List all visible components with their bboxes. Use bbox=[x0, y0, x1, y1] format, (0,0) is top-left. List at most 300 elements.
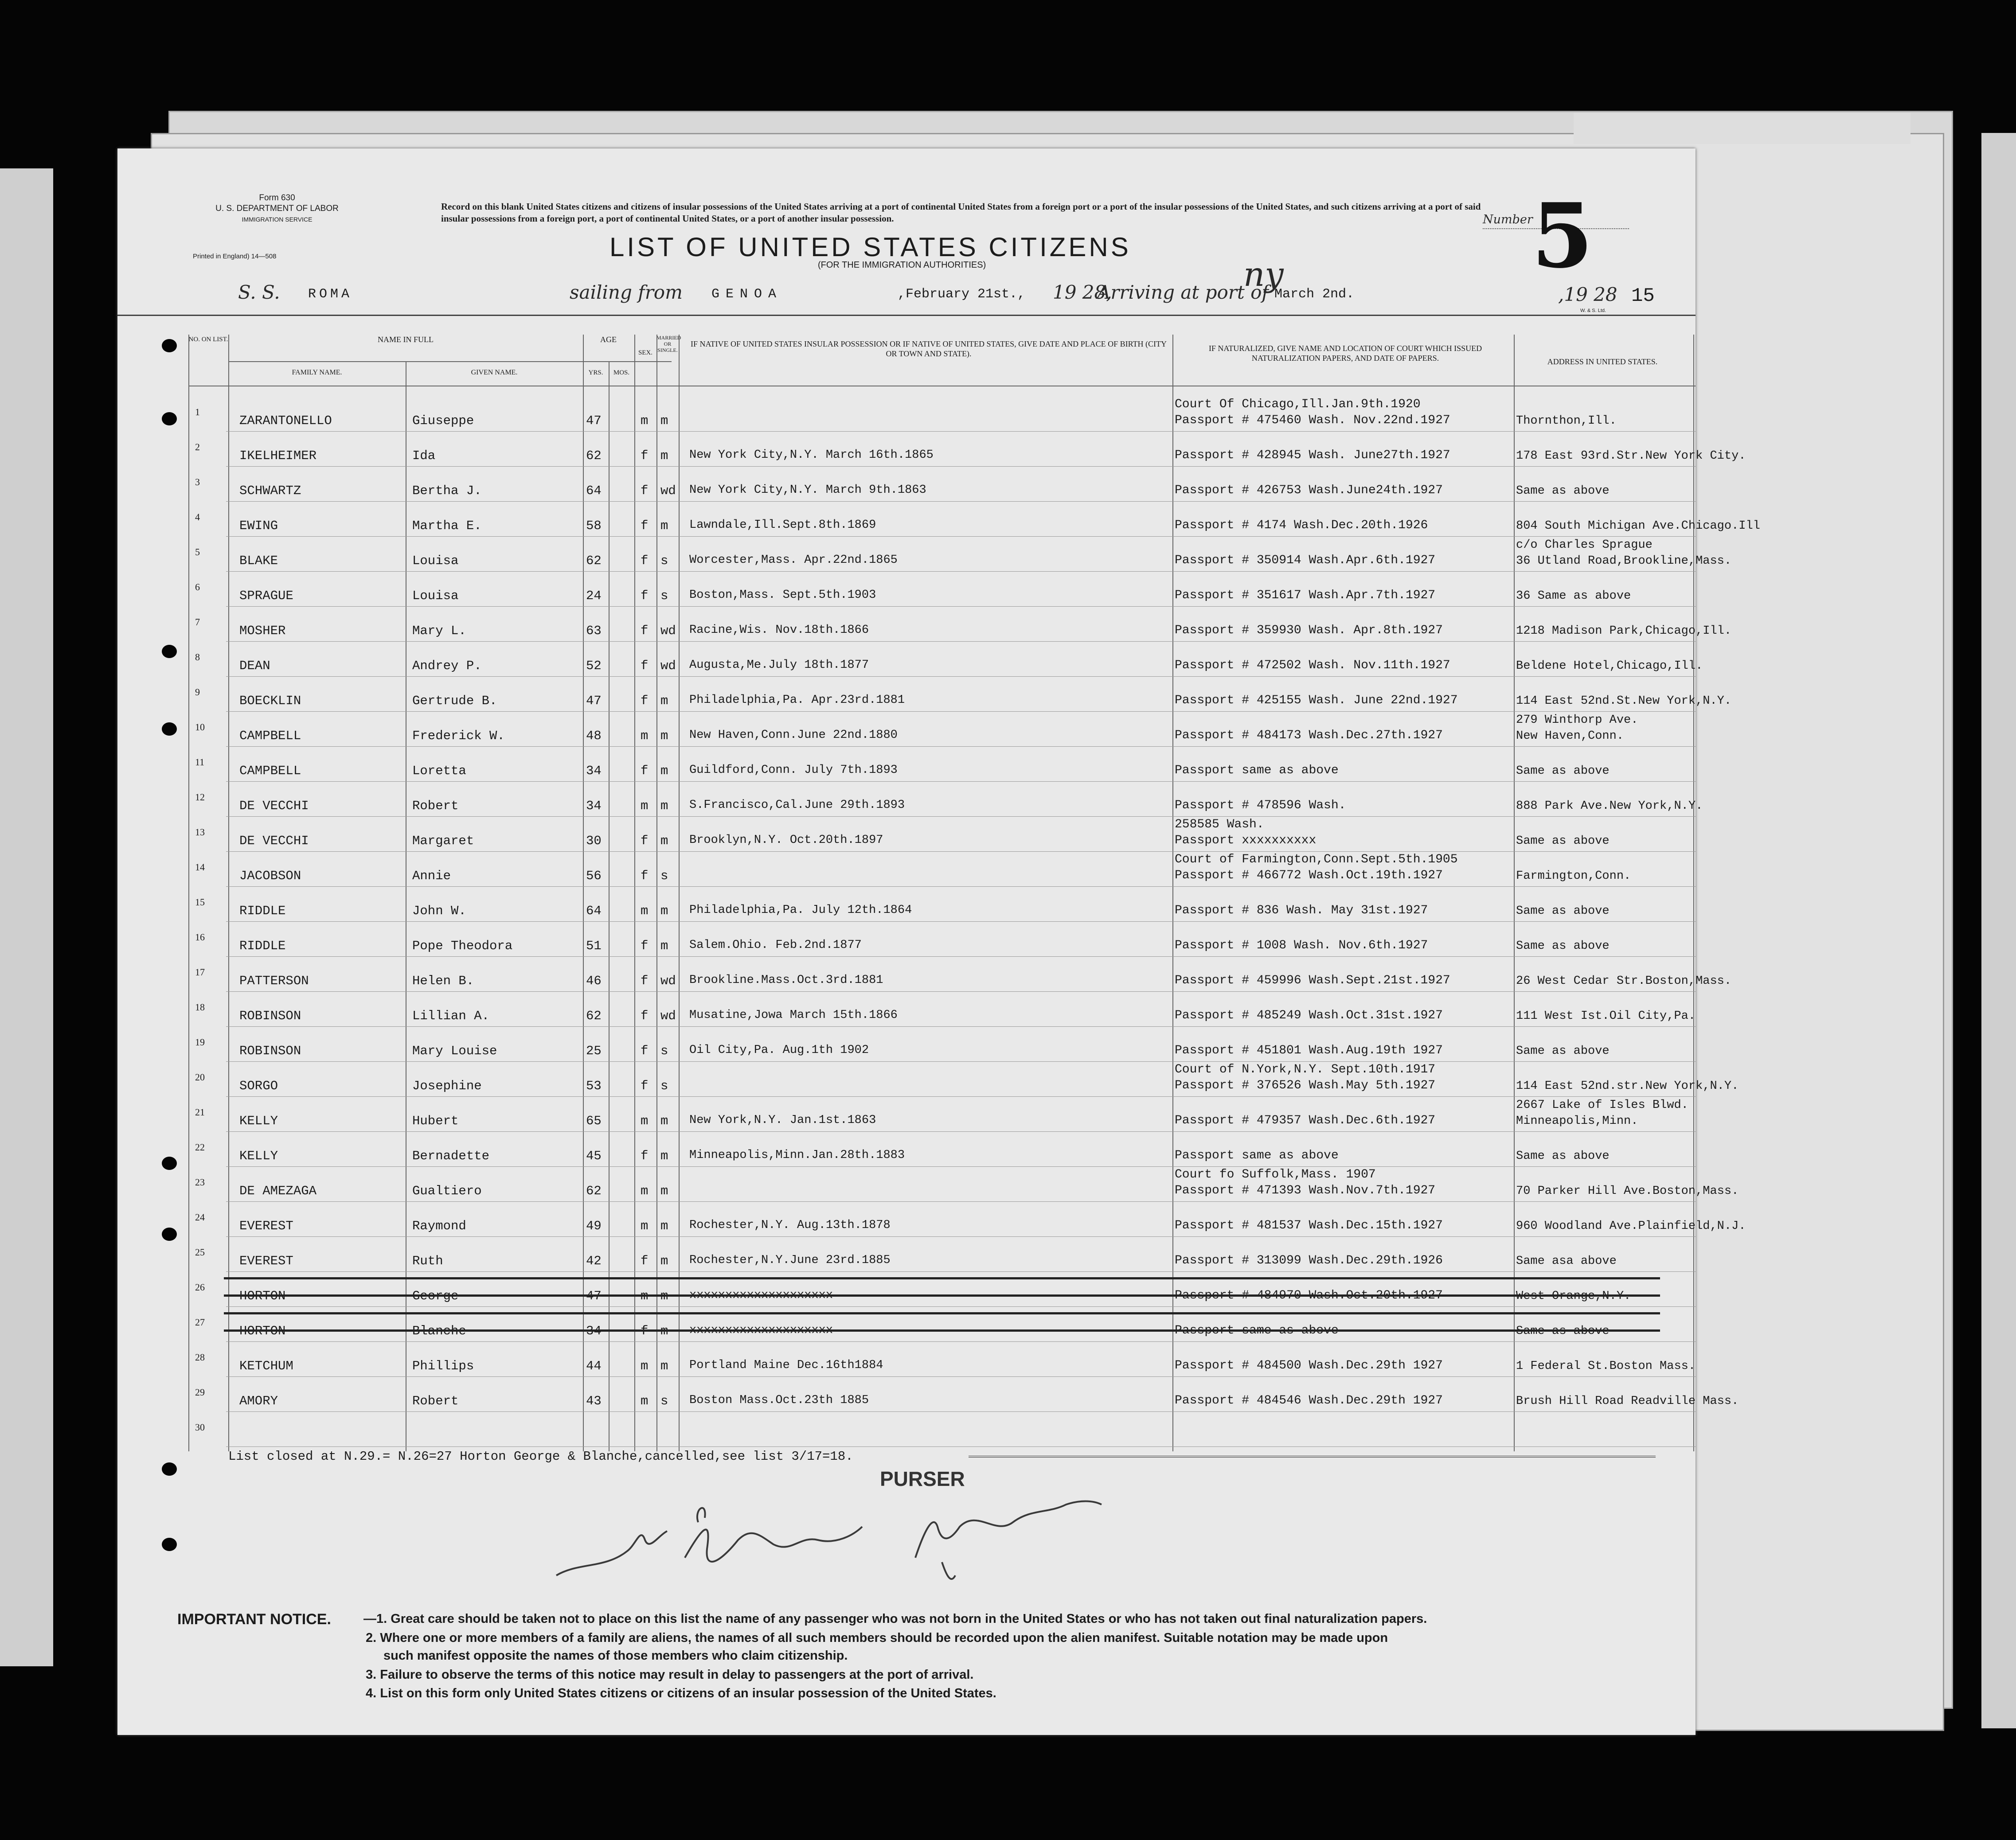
family-name: SPRAGUE bbox=[239, 589, 293, 603]
age-years: 49 bbox=[586, 1219, 602, 1233]
birth-place-date: New York City,N.Y. March 16th.1865 bbox=[689, 448, 934, 462]
sailing-date: ,February 21st., bbox=[898, 287, 1026, 302]
marital-status: s bbox=[660, 589, 668, 603]
cancellation-strike bbox=[224, 1312, 1660, 1332]
naturalization-passport: Passport # 481537 Wash.Dec.15th.1927 bbox=[1175, 1219, 1443, 1232]
naturalization-passport: Passport # 359930 Wash. Apr.8th.1927 bbox=[1175, 624, 1443, 637]
naturalization-passport: Passport # 426753 Wash.June24th.1927 bbox=[1175, 483, 1443, 497]
page-number: 15 bbox=[1631, 285, 1655, 307]
age-years: 63 bbox=[586, 624, 602, 638]
departure-port: GENOA bbox=[711, 287, 783, 302]
birth-place-date: Racine,Wis. Nov.18th.1866 bbox=[689, 624, 869, 637]
given-name: Pope Theodora bbox=[412, 939, 513, 953]
sex: f bbox=[641, 869, 649, 883]
sex: m bbox=[641, 1359, 649, 1373]
table-row bbox=[117, 642, 1703, 677]
table-row bbox=[117, 782, 1703, 817]
address: Same asa above bbox=[1516, 1255, 1617, 1268]
birth-place-date: Musatine,Jowa March 15th.1866 bbox=[689, 1009, 898, 1022]
birth-place-date: Oil City,Pa. Aug.1th 1902 bbox=[689, 1044, 869, 1057]
age-years: 34 bbox=[586, 764, 602, 778]
naturalization-passport: Passport # 484173 Wash.Dec.27th.1927 bbox=[1175, 729, 1443, 742]
birth-place-date: Brookline.Mass.Oct.3rd.1881 bbox=[689, 974, 883, 987]
address: Thornthon,Ill. bbox=[1516, 414, 1617, 428]
ship-name: ROMA bbox=[308, 287, 353, 302]
printer-code: W. & S. Ltd. bbox=[1580, 308, 1606, 313]
given-name: Blanche bbox=[412, 1324, 466, 1338]
age-years: 30 bbox=[586, 834, 602, 848]
row-number: 12 bbox=[195, 791, 205, 803]
row-number: 28 bbox=[195, 1352, 205, 1363]
notice-title: IMPORTANT NOTICE. bbox=[177, 1611, 331, 1628]
age-years: 51 bbox=[586, 939, 602, 953]
marital-status: m bbox=[660, 1324, 668, 1338]
table-row bbox=[117, 1027, 1696, 1062]
family-name: SCHWARTZ bbox=[239, 483, 301, 498]
sex: f bbox=[641, 1009, 649, 1023]
marital-status: wd bbox=[660, 624, 676, 638]
table-row bbox=[117, 1062, 1739, 1097]
family-name: CAMPBELL bbox=[239, 764, 301, 778]
naturalization-passport: Passport same as above bbox=[1175, 1324, 1339, 1337]
marital-status: m bbox=[660, 799, 668, 813]
address-line-1: 2667 Lake of Isles Blwd. bbox=[1516, 1099, 1688, 1112]
adjacent-page-right bbox=[1981, 133, 2016, 1728]
header-rule bbox=[117, 315, 1696, 316]
row-number: 11 bbox=[195, 756, 205, 768]
sex: f bbox=[641, 764, 649, 778]
age-years: 53 bbox=[586, 1079, 602, 1093]
birth-place-date: Portland Maine Dec.16th1884 bbox=[689, 1359, 883, 1372]
address: Same as above bbox=[1516, 484, 1610, 498]
age-years: 25 bbox=[586, 1044, 602, 1058]
given-name: Robert bbox=[412, 799, 459, 813]
given-name: Hubert bbox=[412, 1114, 459, 1128]
sex: f bbox=[641, 589, 649, 603]
marital-status: m bbox=[660, 1114, 668, 1128]
birth-place-date: xxxxxxxxxxxxxxxxxxxx bbox=[689, 1289, 833, 1302]
row-number: 14 bbox=[195, 862, 205, 873]
table-row bbox=[117, 712, 1696, 747]
sailing-year: 19 28, bbox=[1053, 281, 1112, 303]
given-name: Josephine bbox=[412, 1079, 482, 1093]
naturalization-court: Court of Farmington,Conn.Sept.5th.1905 bbox=[1175, 853, 1458, 866]
col-header-birth: IF NATIVE OF UNITED STATES INSULAR POSSESSION OR IF NATIVE OF UNITED STATES, GIVE DATE AND PLACE OF BIRTH (CITY OR TOWN AND STATE). bbox=[690, 339, 1167, 358]
age-years: 47 bbox=[586, 413, 602, 428]
manifest-sheet bbox=[117, 148, 1760, 1735]
arrival-port-handwritten: ny bbox=[1243, 255, 1284, 294]
family-name: ZARANTONELLO bbox=[239, 413, 332, 428]
marital-status: m bbox=[660, 518, 668, 533]
form-number: Form 630 bbox=[259, 193, 295, 203]
given-name: Raymond bbox=[412, 1219, 466, 1233]
address-line-1: c/o Charles Sprague bbox=[1516, 538, 1653, 552]
service-name: IMMIGRATION SERVICE bbox=[242, 216, 313, 223]
page-title: LIST OF UNITED STATES CITIZENS bbox=[609, 232, 1131, 262]
family-name: HORTON bbox=[239, 1324, 286, 1338]
sex: f bbox=[641, 939, 649, 953]
given-name: John W. bbox=[412, 904, 466, 918]
closing-rule bbox=[969, 1456, 1656, 1458]
row-number: 19 bbox=[195, 1037, 205, 1048]
birth-place-date: Brooklyn,N.Y. Oct.20th.1897 bbox=[689, 834, 883, 847]
row-number: 30 bbox=[195, 1422, 205, 1433]
naturalization-court: 258585 Wash. bbox=[1175, 818, 1264, 831]
notice-item-2: 2. Where one or more members of a family are aliens, the names of all such members should be recorded upon the alien manifest. Suitable notation may be made upon bbox=[366, 1631, 1388, 1645]
given-name: Gualtiero bbox=[412, 1184, 482, 1198]
col-header-address: ADDRESS IN UNITED STATES. bbox=[1547, 357, 1658, 366]
table-row bbox=[117, 1132, 1696, 1167]
header-subrule bbox=[228, 361, 672, 362]
family-name: BLAKE bbox=[239, 554, 278, 568]
binder-hole bbox=[162, 1157, 177, 1170]
table-row bbox=[117, 572, 1696, 607]
given-name: Margaret bbox=[412, 834, 474, 848]
naturalization-passport: Passport # 451801 Wash.Aug.19th 1927 bbox=[1175, 1044, 1443, 1057]
row-number: 25 bbox=[195, 1247, 205, 1258]
marital-status: m bbox=[660, 904, 668, 918]
table-row bbox=[117, 467, 1696, 502]
marital-status: m bbox=[660, 448, 668, 463]
given-name: Bernadette bbox=[412, 1149, 490, 1163]
cancellation-strike bbox=[224, 1277, 1660, 1297]
given-name: Ida bbox=[412, 448, 436, 463]
age-years: 62 bbox=[586, 1184, 602, 1198]
given-name: Mary Louise bbox=[412, 1044, 497, 1058]
naturalization-passport: Passport # 459996 Wash.Sept.21st.1927 bbox=[1175, 974, 1450, 987]
notice-item-1: —1. Great care should be taken not to place on this list the name of any passenger who was not born in the United States or who has not taken out final naturalization papers. bbox=[363, 1612, 1427, 1626]
marital-status: s bbox=[660, 554, 668, 568]
birth-place-date: Philadelphia,Pa. Apr.23rd.1881 bbox=[689, 694, 905, 707]
birth-place-date: Boston Mass.Oct.23th 1885 bbox=[689, 1394, 869, 1407]
marital-status: wd bbox=[660, 974, 676, 988]
birth-place-date: Rochester,N.Y. Aug.13th.1878 bbox=[689, 1219, 891, 1232]
naturalization-passport: Passport # 425155 Wash. June 22nd.1927 bbox=[1175, 694, 1458, 707]
col-header-no: NO. ON LIST. bbox=[188, 336, 228, 343]
naturalization-passport: Passport # 484970 Wash.Oct.20th.1927 bbox=[1175, 1289, 1443, 1302]
marital-status: m bbox=[660, 1184, 668, 1198]
address: 1218 Madison Park,Chicago,Ill. bbox=[1516, 624, 1732, 638]
sex: f bbox=[641, 448, 649, 463]
naturalization-passport: Passport same as above bbox=[1175, 1149, 1339, 1162]
sex: f bbox=[641, 659, 649, 673]
sailing-label: sailing from bbox=[570, 281, 683, 303]
sex: f bbox=[641, 974, 649, 988]
marital-status: m bbox=[660, 1149, 668, 1163]
col-header-given-name: GIVEN NAME. bbox=[471, 369, 518, 376]
table-row bbox=[117, 1377, 1739, 1412]
family-name: KETCHUM bbox=[239, 1359, 293, 1373]
table-row bbox=[117, 1272, 1696, 1307]
binder-hole bbox=[162, 1462, 177, 1476]
sex: m bbox=[641, 1394, 649, 1408]
row-number: 29 bbox=[195, 1387, 205, 1398]
naturalization-passport: Passport # 4174 Wash.Dec.20th.1926 bbox=[1175, 518, 1428, 532]
family-name: ROBINSON bbox=[239, 1044, 301, 1058]
binder-hole bbox=[162, 1538, 177, 1551]
age-years: 64 bbox=[586, 904, 602, 918]
marital-status: wd bbox=[660, 659, 676, 673]
table-row bbox=[117, 432, 1746, 467]
naturalization-passport: Passport # 484500 Wash.Dec.29th 1927 bbox=[1175, 1359, 1443, 1372]
birth-place-date: Lawndale,Ill.Sept.8th.1869 bbox=[689, 518, 876, 532]
birth-place-date: Guildford,Conn. July 7th.1893 bbox=[689, 764, 898, 777]
family-name: CAMPBELL bbox=[239, 729, 301, 743]
family-name: BOECKLIN bbox=[239, 694, 301, 708]
family-name: EWING bbox=[239, 518, 278, 533]
row-number: 20 bbox=[195, 1072, 205, 1083]
given-name: Phillips bbox=[412, 1359, 474, 1373]
sex: f bbox=[641, 1254, 649, 1268]
birth-place-date: Augusta,Me.July 18th.1877 bbox=[689, 659, 869, 672]
page-subtitle: (FOR THE IMMIGRATION AUTHORITIES) bbox=[818, 260, 986, 270]
address: Brush Hill Road Readville Mass. bbox=[1516, 1395, 1739, 1408]
address: 114 East 52nd.str.New York,N.Y. bbox=[1516, 1080, 1739, 1093]
naturalization-passport: Passport # 472502 Wash. Nov.11th.1927 bbox=[1175, 659, 1450, 672]
row-number: 1 bbox=[195, 406, 200, 417]
ss-label: S. S. bbox=[238, 281, 280, 303]
row-number: 7 bbox=[195, 616, 200, 628]
table-row bbox=[117, 677, 1732, 712]
family-name: DEAN bbox=[239, 659, 270, 673]
given-name: Andrey P. bbox=[412, 659, 482, 673]
marital-status: m bbox=[660, 764, 668, 778]
row-number: 27 bbox=[195, 1317, 205, 1328]
number-label: Number bbox=[1483, 213, 1533, 226]
sex: f bbox=[641, 1324, 649, 1338]
binder-hole bbox=[162, 1228, 177, 1241]
age-years: 45 bbox=[586, 1149, 602, 1163]
family-name: DE AMEZAGA bbox=[239, 1184, 317, 1198]
marital-status: s bbox=[660, 1394, 668, 1408]
given-name: Louisa bbox=[412, 554, 459, 568]
given-name: Ruth bbox=[412, 1254, 443, 1268]
marital-status: m bbox=[660, 694, 668, 708]
col-header-name-in-full: NAME IN FULL bbox=[378, 335, 434, 344]
family-name: MOSHER bbox=[239, 624, 286, 638]
row-number: 6 bbox=[195, 581, 200, 593]
marital-status: wd bbox=[660, 483, 676, 498]
family-name: RIDDLE bbox=[239, 939, 286, 953]
family-name: DE VECCHI bbox=[239, 799, 309, 813]
naturalization-passport: Passport # 485249 Wash.Oct.31st.1927 bbox=[1175, 1009, 1443, 1022]
arrival-year: ,19 28 bbox=[1558, 284, 1617, 305]
naturalization-passport: Passport # 466772 Wash.Oct.19th.1927 bbox=[1175, 869, 1443, 882]
address: Same as above bbox=[1516, 1045, 1610, 1058]
row-number: 2 bbox=[195, 441, 200, 452]
naturalization-court: Court of N.York,N.Y. Sept.10th.1917 bbox=[1175, 1063, 1436, 1076]
col-header-naturalized: IF NATURALIZED, GIVE NAME AND LOCATION OF COURT WHICH ISSUED NATURALIZATION PAPERS, AND DATE OF PAPERS. bbox=[1208, 344, 1482, 363]
table-row bbox=[117, 747, 1696, 782]
sex: m bbox=[641, 1114, 649, 1128]
sex: m bbox=[641, 904, 649, 918]
marital-status: m bbox=[660, 834, 668, 848]
arriving-label: Arriving at port of bbox=[1097, 281, 1269, 303]
address: 70 Parker Hill Ave.Boston,Mass. bbox=[1516, 1185, 1739, 1198]
age-years: 47 bbox=[586, 1289, 602, 1303]
address: 111 West Ist.Oil City,Pa. bbox=[1516, 1010, 1696, 1023]
address-line-1: 279 Winthorp Ave. bbox=[1516, 713, 1638, 727]
family-name: KELLY bbox=[239, 1149, 278, 1163]
family-name: EVEREST bbox=[239, 1254, 293, 1268]
adjacent-page-left bbox=[0, 168, 53, 1666]
address: Minneapolis,Minn. bbox=[1516, 1115, 1638, 1128]
address: Same as above bbox=[1516, 1325, 1610, 1338]
table-row bbox=[117, 1412, 1696, 1447]
given-name: Giuseppe bbox=[412, 413, 474, 428]
notice-item-3: 3. Failure to observe the terms of this notice may result in delay to passengers at the port of arrival. bbox=[366, 1668, 974, 1682]
col-header-mos: MOS. bbox=[613, 369, 630, 376]
sex: f bbox=[641, 1044, 649, 1058]
col-header-yrs: YRS. bbox=[588, 369, 603, 376]
family-name: RIDDLE bbox=[239, 904, 286, 918]
row-number: 5 bbox=[195, 546, 200, 557]
sex: f bbox=[641, 834, 649, 848]
sex: f bbox=[641, 483, 649, 498]
birth-place-date: Worcester,Mass. Apr.22nd.1865 bbox=[689, 554, 898, 567]
birth-place-date: Salem.Ohio. Feb.2nd.1877 bbox=[689, 939, 862, 952]
address: 178 East 93rd.Str.New York City. bbox=[1516, 449, 1746, 463]
printer-note: Printed in England) 14—508 bbox=[193, 253, 277, 260]
age-years: 62 bbox=[586, 554, 602, 568]
naturalization-passport: Passport # 484546 Wash.Dec.29th 1927 bbox=[1175, 1394, 1443, 1407]
family-name: EVEREST bbox=[239, 1219, 293, 1233]
table-row bbox=[117, 1307, 1696, 1342]
sex: f bbox=[641, 1149, 649, 1163]
birth-place-date: Philadelphia,Pa. July 12th.1864 bbox=[689, 904, 912, 917]
birth-place-date: Minneapolis,Minn.Jan.28th.1883 bbox=[689, 1149, 905, 1162]
address: Same as above bbox=[1516, 904, 1610, 918]
binder-hole bbox=[162, 722, 177, 736]
age-years: 24 bbox=[586, 589, 602, 603]
address: 26 West Cedar Str.Boston,Mass. bbox=[1516, 975, 1732, 988]
given-name: Lillian A. bbox=[412, 1009, 490, 1023]
family-name: JACOBSON bbox=[239, 869, 301, 883]
address: Same as above bbox=[1516, 834, 1610, 848]
naturalization-passport: Passport # 836 Wash. May 31st.1927 bbox=[1175, 904, 1428, 917]
table-row bbox=[117, 922, 1696, 957]
naturalization-passport: Passport # 478596 Wash. bbox=[1175, 799, 1346, 812]
row-number: 3 bbox=[195, 476, 200, 487]
address: West Orange,N.Y. bbox=[1516, 1290, 1631, 1303]
marital-status: m bbox=[660, 729, 668, 743]
col-header-family-name: FAMILY NAME. bbox=[292, 369, 342, 376]
age-years: 65 bbox=[586, 1114, 602, 1128]
age-years: 44 bbox=[586, 1359, 602, 1373]
form-identifier bbox=[206, 193, 348, 225]
naturalization-passport: Passport # 1008 Wash. Nov.6th.1927 bbox=[1175, 939, 1428, 952]
given-name: Helen B. bbox=[412, 974, 474, 988]
given-name: Gertrude B. bbox=[412, 694, 497, 708]
given-name: Martha E. bbox=[412, 518, 482, 533]
table-row bbox=[117, 537, 1732, 572]
naturalization-passport: Passport # 376526 Wash.May 5th.1927 bbox=[1175, 1079, 1436, 1092]
age-years: 34 bbox=[586, 799, 602, 813]
marital-status: s bbox=[660, 1079, 668, 1093]
closing-note: List closed at N.29.= N.26=27 Horton George & Blanche,cancelled,see list 3/17=18. bbox=[228, 1449, 853, 1464]
sex: m bbox=[641, 1184, 649, 1198]
naturalization-passport: Passport xxxxxxxxxx bbox=[1175, 834, 1317, 847]
marital-status: m bbox=[660, 413, 668, 428]
address: 36 Utland Road,Brookline,Mass. bbox=[1516, 554, 1732, 568]
row-number: 16 bbox=[195, 932, 205, 943]
marital-status: s bbox=[660, 1044, 668, 1058]
tab-note bbox=[1574, 113, 1911, 144]
given-name: George bbox=[412, 1289, 459, 1303]
binder-hole bbox=[162, 645, 177, 658]
naturalization-passport: Passport # 313099 Wash.Dec.29th.1926 bbox=[1175, 1254, 1443, 1267]
family-name: ROBINSON bbox=[239, 1009, 301, 1023]
age-years: 43 bbox=[586, 1394, 602, 1408]
marital-status: wd bbox=[660, 1009, 676, 1023]
age-years: 52 bbox=[586, 659, 602, 673]
binder-hole bbox=[162, 412, 177, 425]
row-number: 23 bbox=[195, 1177, 205, 1188]
row-ruling bbox=[226, 1446, 1696, 1447]
department-name: U. S. DEPARTMENT OF LABOR bbox=[215, 204, 339, 213]
record-instructions: Record on this blank United States citizens and citizens of insular possessions of the United States arriving at a port of continental United States from a foreign port or a port of the insular possessions of the United States, and such citizens arriving at a port of said insular possessions from a foreign port, a port of continental United States, or a port of another insular possession. bbox=[441, 201, 1481, 224]
given-name: Annie bbox=[412, 869, 451, 883]
age-years: 58 bbox=[586, 518, 602, 533]
sex: f bbox=[641, 1079, 649, 1093]
table-row bbox=[117, 1237, 1696, 1272]
sex: f bbox=[641, 624, 649, 638]
sex: f bbox=[641, 554, 649, 568]
family-name: KELLY bbox=[239, 1114, 278, 1128]
age-years: 46 bbox=[586, 974, 602, 988]
naturalization-passport: Passport same as above bbox=[1175, 764, 1339, 777]
address: 804 South Michigan Ave.Chicago.Ill bbox=[1516, 519, 1760, 533]
address: Beldene Hotel,Chicago,Ill. bbox=[1516, 659, 1703, 673]
marital-status: s bbox=[660, 869, 668, 883]
sex: m bbox=[641, 413, 649, 428]
address: 888 Park Ave.New York,N.Y. bbox=[1516, 799, 1703, 813]
given-name: Loretta bbox=[412, 764, 466, 778]
sex: m bbox=[641, 1219, 649, 1233]
table-row bbox=[117, 1097, 1696, 1132]
marital-status: m bbox=[660, 1359, 668, 1373]
given-name: Mary L. bbox=[412, 624, 466, 638]
age-years: 42 bbox=[586, 1254, 602, 1268]
age-years: 62 bbox=[586, 448, 602, 463]
marital-status: m bbox=[660, 1289, 668, 1303]
row-number: 10 bbox=[195, 721, 205, 733]
marital-status: m bbox=[660, 1254, 668, 1268]
row-number: 21 bbox=[195, 1107, 205, 1118]
table-row bbox=[117, 992, 1696, 1027]
marital-status: m bbox=[660, 939, 668, 953]
handwritten-signature bbox=[552, 1474, 1106, 1602]
birth-place-date: New York,N.Y. Jan.1st.1863 bbox=[689, 1114, 876, 1127]
table-row bbox=[117, 852, 1696, 887]
row-number: 17 bbox=[195, 967, 205, 978]
address: Same as above bbox=[1516, 1150, 1610, 1163]
notice-item-2-cont: such manifest opposite the names of those members who claim citizenship. bbox=[383, 1649, 848, 1663]
row-number: 4 bbox=[195, 511, 200, 522]
given-name: Frederick W. bbox=[412, 729, 505, 743]
age-years: 62 bbox=[586, 1009, 602, 1023]
table-row bbox=[117, 1202, 1746, 1237]
table-row bbox=[117, 397, 1696, 432]
naturalization-court: Court fo Suffolk,Mass. 1907 bbox=[1175, 1168, 1376, 1181]
birth-place-date: Rochester,N.Y.June 23rd.1885 bbox=[689, 1254, 891, 1267]
table-row bbox=[117, 1342, 1696, 1377]
birth-place-date: New Haven,Conn.June 22nd.1880 bbox=[689, 729, 898, 742]
address: Same as above bbox=[1516, 764, 1610, 778]
naturalization-passport: Passport # 475460 Wash. Nov.22nd.1927 bbox=[1175, 413, 1450, 427]
col-header-age: AGE bbox=[600, 335, 617, 344]
address: New Haven,Conn. bbox=[1516, 729, 1624, 743]
